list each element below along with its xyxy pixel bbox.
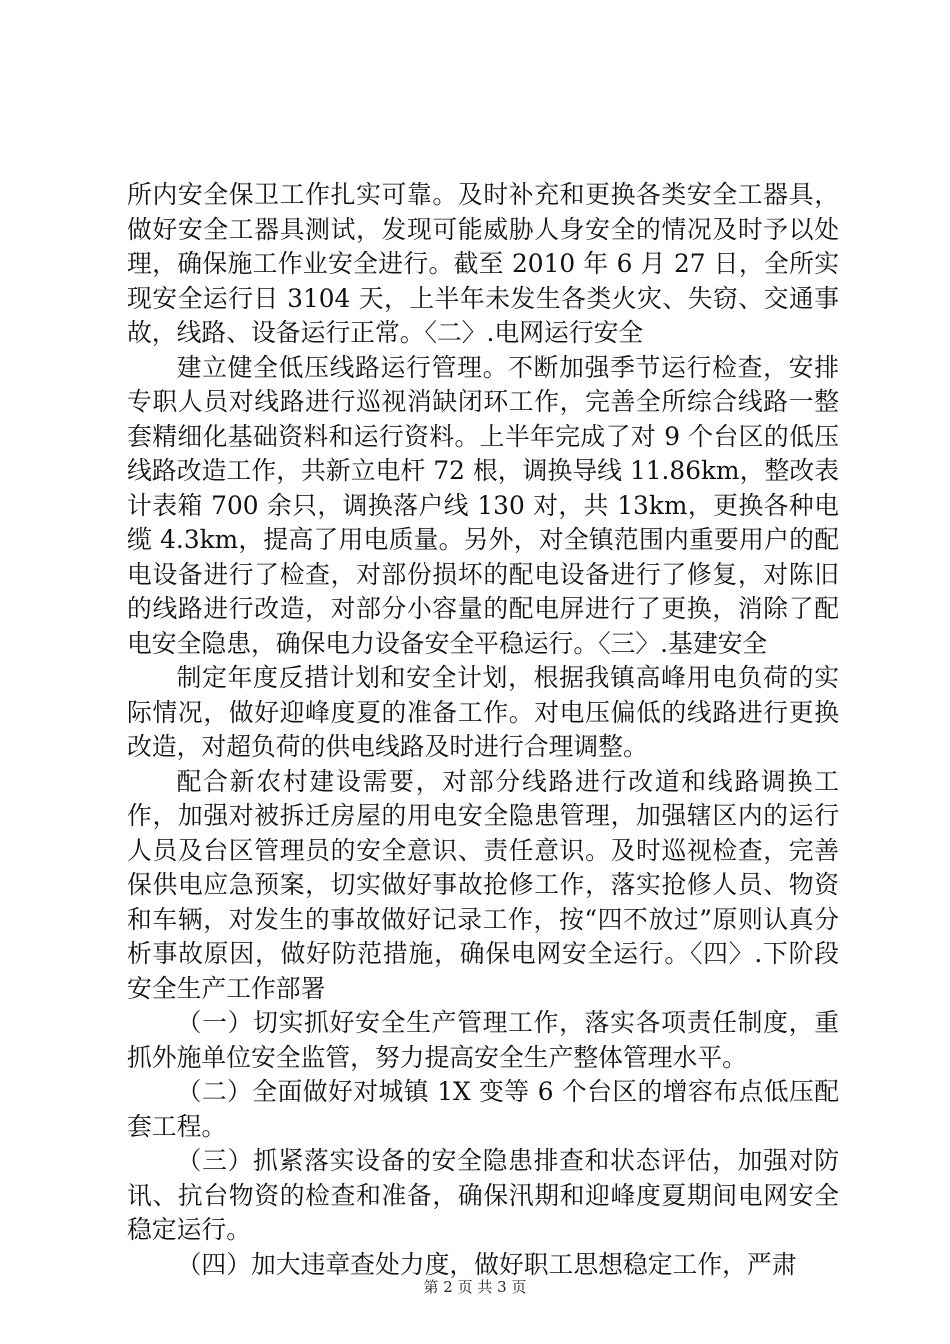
paragraph-6: （二）全面做好对城镇 1X 变等 6 个台区的增容布点低压配套工程。 bbox=[127, 1077, 839, 1141]
paragraph-7: （三）抓紧落实设备的安全隐患排查和状态评估，加强对防讯、抗台物资的检查和准备，确保汛期和迎峰度夏期间电网安全稳定运行。 bbox=[127, 1146, 839, 1244]
page-footer: 第 2 页 共 3 页 bbox=[423, 1278, 527, 1296]
paragraph-8: （四）加大违章查处力度，做好职工思想稳定工作，严肃 bbox=[176, 1249, 797, 1279]
document-body bbox=[127, 178, 839, 1282]
paragraph-4: 配合新农村建设需要，对部分线路进行改道和线路调换工作，加强对被拆迁房屋的用电安全隐患管理，加强辖区内的运行人员及台区管理员的安全意识、责任意识。及时巡视检查，完善保供电应急预案，切实做好事故抢修工作，落实抢修人员、物资和车辆，对发生的事故做好记录工作，按“四不放过”原则认真分析事故原因，做好防范措施，确保电网安全运行。〈四〉.下阶段安全生产工作部署 bbox=[127, 766, 839, 1003]
paragraph-5: （一）切实抓好安全生产管理工作，落实各项责任制度，重抓外施单位安全监管，努力提高安全生产整体管理水平。 bbox=[127, 1008, 839, 1072]
paragraph-3: 制定年度反措计划和安全计划，根据我镇高峰用电负荷的实际情况，做好迎峰度夏的准备工作。对电压偏低的线路进行更换改造，对超负荷的供电线路及时进行合理调整。 bbox=[127, 663, 839, 761]
paragraph-2: 建立健全低压线路运行管理。不断加强季节运行检查，安排专职人员对线路进行巡视消缺闭环工作，完善全所综合线路一整套精细化基础资料和运行资料。上半年完成了对 9 个台区的低压线路改造工作，共新立电杆 72 根，调换导线 11.86km，整改表计表箱 700 余只，调换落户线 130 对，共 13km，更换各种电缆 4.3km，提高了用电质量。另外，对全镇范围内重要用户的配电设备进行了检查，对部份损坏的配电设备进行了修复，对陈旧的线路进行改造，对部分小容量的配电屏进行了更换，消除了配电安全隐患，确保电力设备安全平稳运行。〈三〉.基建安全 bbox=[127, 352, 839, 658]
paragraph-1: 所内安全保卫工作扎实可靠。及时补充和更换各类安全工器具，做好安全工器具测试，发现可能威胁人身安全的情况及时予以处理，确保施工作业安全进行。截至 2010 年 6 月 27 日，全所实现安全运行日 3104 天，上半年未发生各类火灾、失窃、交通事故，线路、设备运行正常。〈二〉.电网运行安全 bbox=[127, 180, 839, 347]
